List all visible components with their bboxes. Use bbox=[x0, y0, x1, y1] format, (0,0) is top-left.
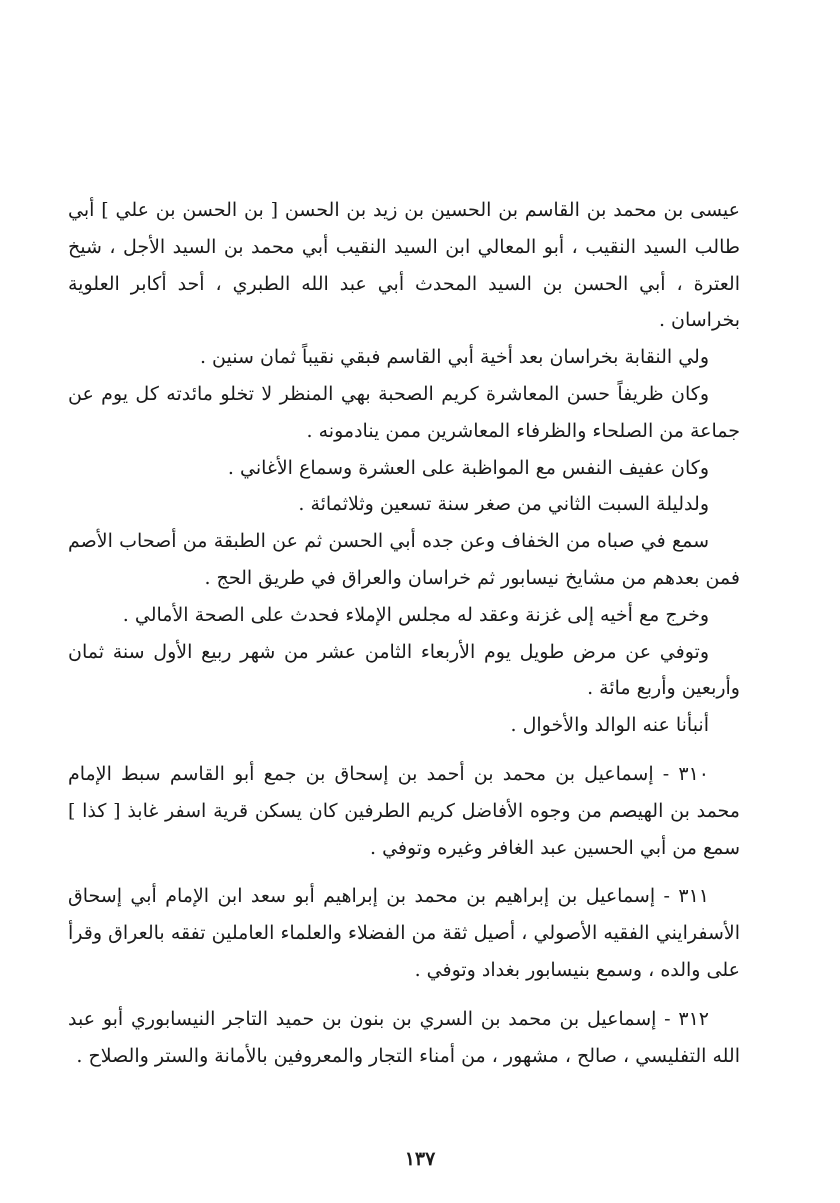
paragraph-p12: ٣١٢ - إسماعيل بن محمد بن السري بن بنون بن حميد التاجر النيسابوري أبو عبد الله التفليسي ، صالح ، مشهور ، من أمناء التجار والمعروفين بالأمانة والستر والصلاح . bbox=[68, 1007, 740, 1067]
paragraph-p3: وكان ظريفاً حسن المعاشرة كريم الصحبة بهي المنظر لا تخلو مائدته كل يوم عن جماعة من الصلحاء والظرفاء المعاشرين ممن ينادمونه . bbox=[68, 382, 740, 442]
paragraph-p2: ولي النقابة بخراسان بعد أخية أبي القاسم فبقي نقيباً ثمان سنين . bbox=[199, 346, 709, 369]
paragraph-p5: ولدليلة السبت الثاني من صغر سنة تسعين وثلاثمائة . bbox=[298, 493, 709, 516]
paragraph-p7: وخرج مع أخيه إلى غزنة وعقد له مجلس الإملاء فحدث على الصحة الأمالي . bbox=[122, 603, 709, 626]
paragraph-p9: أنبأنا عنه الوالد والأخوال . bbox=[510, 714, 709, 737]
section-gap bbox=[68, 744, 740, 756]
paragraph-p4: وكان عفيف النفس مع المواظبة على العشرة وسماع الأغاني . bbox=[227, 456, 709, 479]
section-gap bbox=[68, 866, 740, 878]
main-text bbox=[68, 192, 740, 1074]
paragraph-p11: ٣١١ - إسماعيل بن إبراهيم بن محمد بن إبراهيم أبو سعد ابن الإمام أبي إسحاق الأسفرايني الفقيه الأصولي ، أصيل ثقة من الفضلاء والعلماء العاملين تفقه بالعراق وقرأ على والده ، وسمع بنيسابور بغداد وتوفي . bbox=[68, 885, 740, 981]
section-gap bbox=[68, 989, 740, 1001]
paragraph-p8: وتوفي عن مرض طويل يوم الأربعاء الثامن عشر من شهر ربيع الأول سنة ثمان وأربعين وأربع مائة . bbox=[68, 640, 740, 700]
page-number: ١٣٧ bbox=[404, 1148, 436, 1170]
paragraph-p6: سمع في صباه من الخفاف وعن جده أبي الحسن ثم عن الطبقة من أصحاب الأصم فمن بعدهم من مشايخ نيسابور ثم خراسان والعراق في طريق الحج . bbox=[68, 530, 740, 589]
paragraph-p1: عيسى بن محمد بن القاسم بن الحسين بن زيد بن الحسن [ بن الحسن بن علي ] أبي طالب السيد النقيب ، أبو المعالي ابن السيد النقيب أبي محمد بن السيد الأجل ، شيخ العترة ، أبي الحسن بن السيد المحدث أبي عبد الله الطبري ، أحد أكابر العلوية بخراسان . bbox=[68, 199, 740, 332]
paragraph-p10: ٣١٠ - إسماعيل بن محمد بن أحمد بن إسحاق بن جمع أبو القاسم سبط الإمام محمد بن الهيصم من وجوه الأفاضل كريم الطرفين كان يسكن قرية اسفر غابذ [ كذا ] سمع من أبي الحسين عبد الغافر وغيره وتوفي . bbox=[68, 762, 740, 859]
